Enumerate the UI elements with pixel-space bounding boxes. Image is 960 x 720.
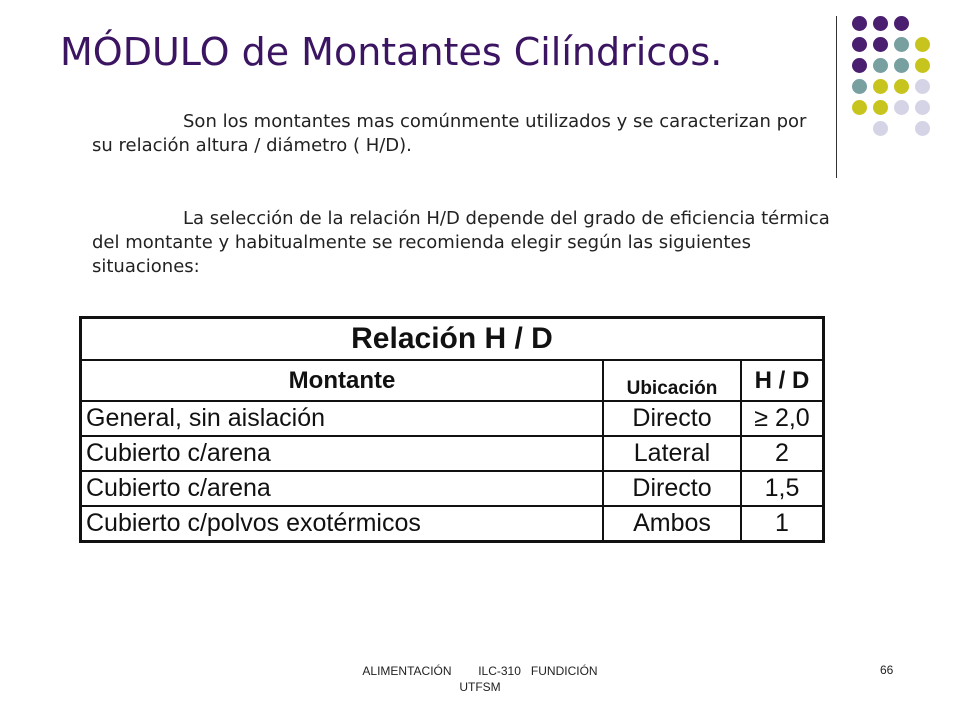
table-title: Relación H / D [81, 318, 824, 361]
decorative-dot [852, 37, 867, 52]
decorative-dot [894, 37, 909, 52]
cell-hd: ≥ 2,0 [741, 401, 824, 436]
hd-ratio-table [79, 316, 825, 543]
header-hd: H / D [741, 360, 824, 401]
table-row [81, 471, 824, 506]
footer-institution: UTFSM [459, 680, 501, 694]
table-row [81, 506, 824, 542]
decorative-dot [915, 121, 930, 136]
decorative-dot [915, 37, 930, 52]
slide-title: MÓDULO de Montantes Cilíndricos. [60, 30, 723, 74]
header-montante: Montante [81, 360, 604, 401]
paragraph-2-text: La selección de la relación H/D depende del grado de eficiencia térmica del montante y habitualmente se recomienda elegir según las siguientes situaciones: [92, 208, 830, 277]
footer [340, 663, 620, 695]
cell-montante: Cubierto c/arena [81, 471, 604, 506]
paragraph-1 [92, 110, 832, 158]
decorative-dot [894, 16, 909, 31]
cell-ubicacion: Ambos [603, 506, 741, 542]
decorative-dot [873, 100, 888, 115]
decorative-dot [873, 16, 888, 31]
footer-course: ALIMENTACIÓN ILC-310 FUNDICIÓN [362, 664, 598, 678]
decorative-dot [915, 79, 930, 94]
cell-ubicacion: Directo [603, 471, 741, 506]
cell-montante: General, sin aislación [81, 401, 604, 436]
cell-montante: Cubierto c/polvos exotérmicos [81, 506, 604, 542]
divider-line [836, 16, 837, 178]
decorative-dot [894, 58, 909, 73]
page-number: 66 [880, 663, 894, 677]
cell-hd: 2 [741, 436, 824, 471]
decorative-dot [873, 79, 888, 94]
decorative-dot [915, 100, 930, 115]
cell-montante: Cubierto c/arena [81, 436, 604, 471]
decorative-dot [873, 121, 888, 136]
decorative-dot [873, 37, 888, 52]
cell-hd: 1,5 [741, 471, 824, 506]
decorative-dot [852, 58, 867, 73]
decorative-dot [873, 58, 888, 73]
decorative-dot [852, 100, 867, 115]
cell-ubicacion: Lateral [603, 436, 741, 471]
paragraph-1-text: Son los montantes mas comúnmente utilizados y se caracterizan por su relación altura / diámetro ( H/D). [92, 111, 807, 156]
paragraph-2 [92, 207, 832, 279]
decorative-dot [915, 58, 930, 73]
decorative-dot [852, 16, 867, 31]
table-row [81, 436, 824, 471]
decorative-dot [894, 100, 909, 115]
decorative-dot [894, 79, 909, 94]
header-ubicacion: Ubicación [603, 360, 741, 401]
cell-ubicacion: Directo [603, 401, 741, 436]
cell-hd: 1 [741, 506, 824, 542]
table-row [81, 401, 824, 436]
decorative-dot [852, 79, 867, 94]
